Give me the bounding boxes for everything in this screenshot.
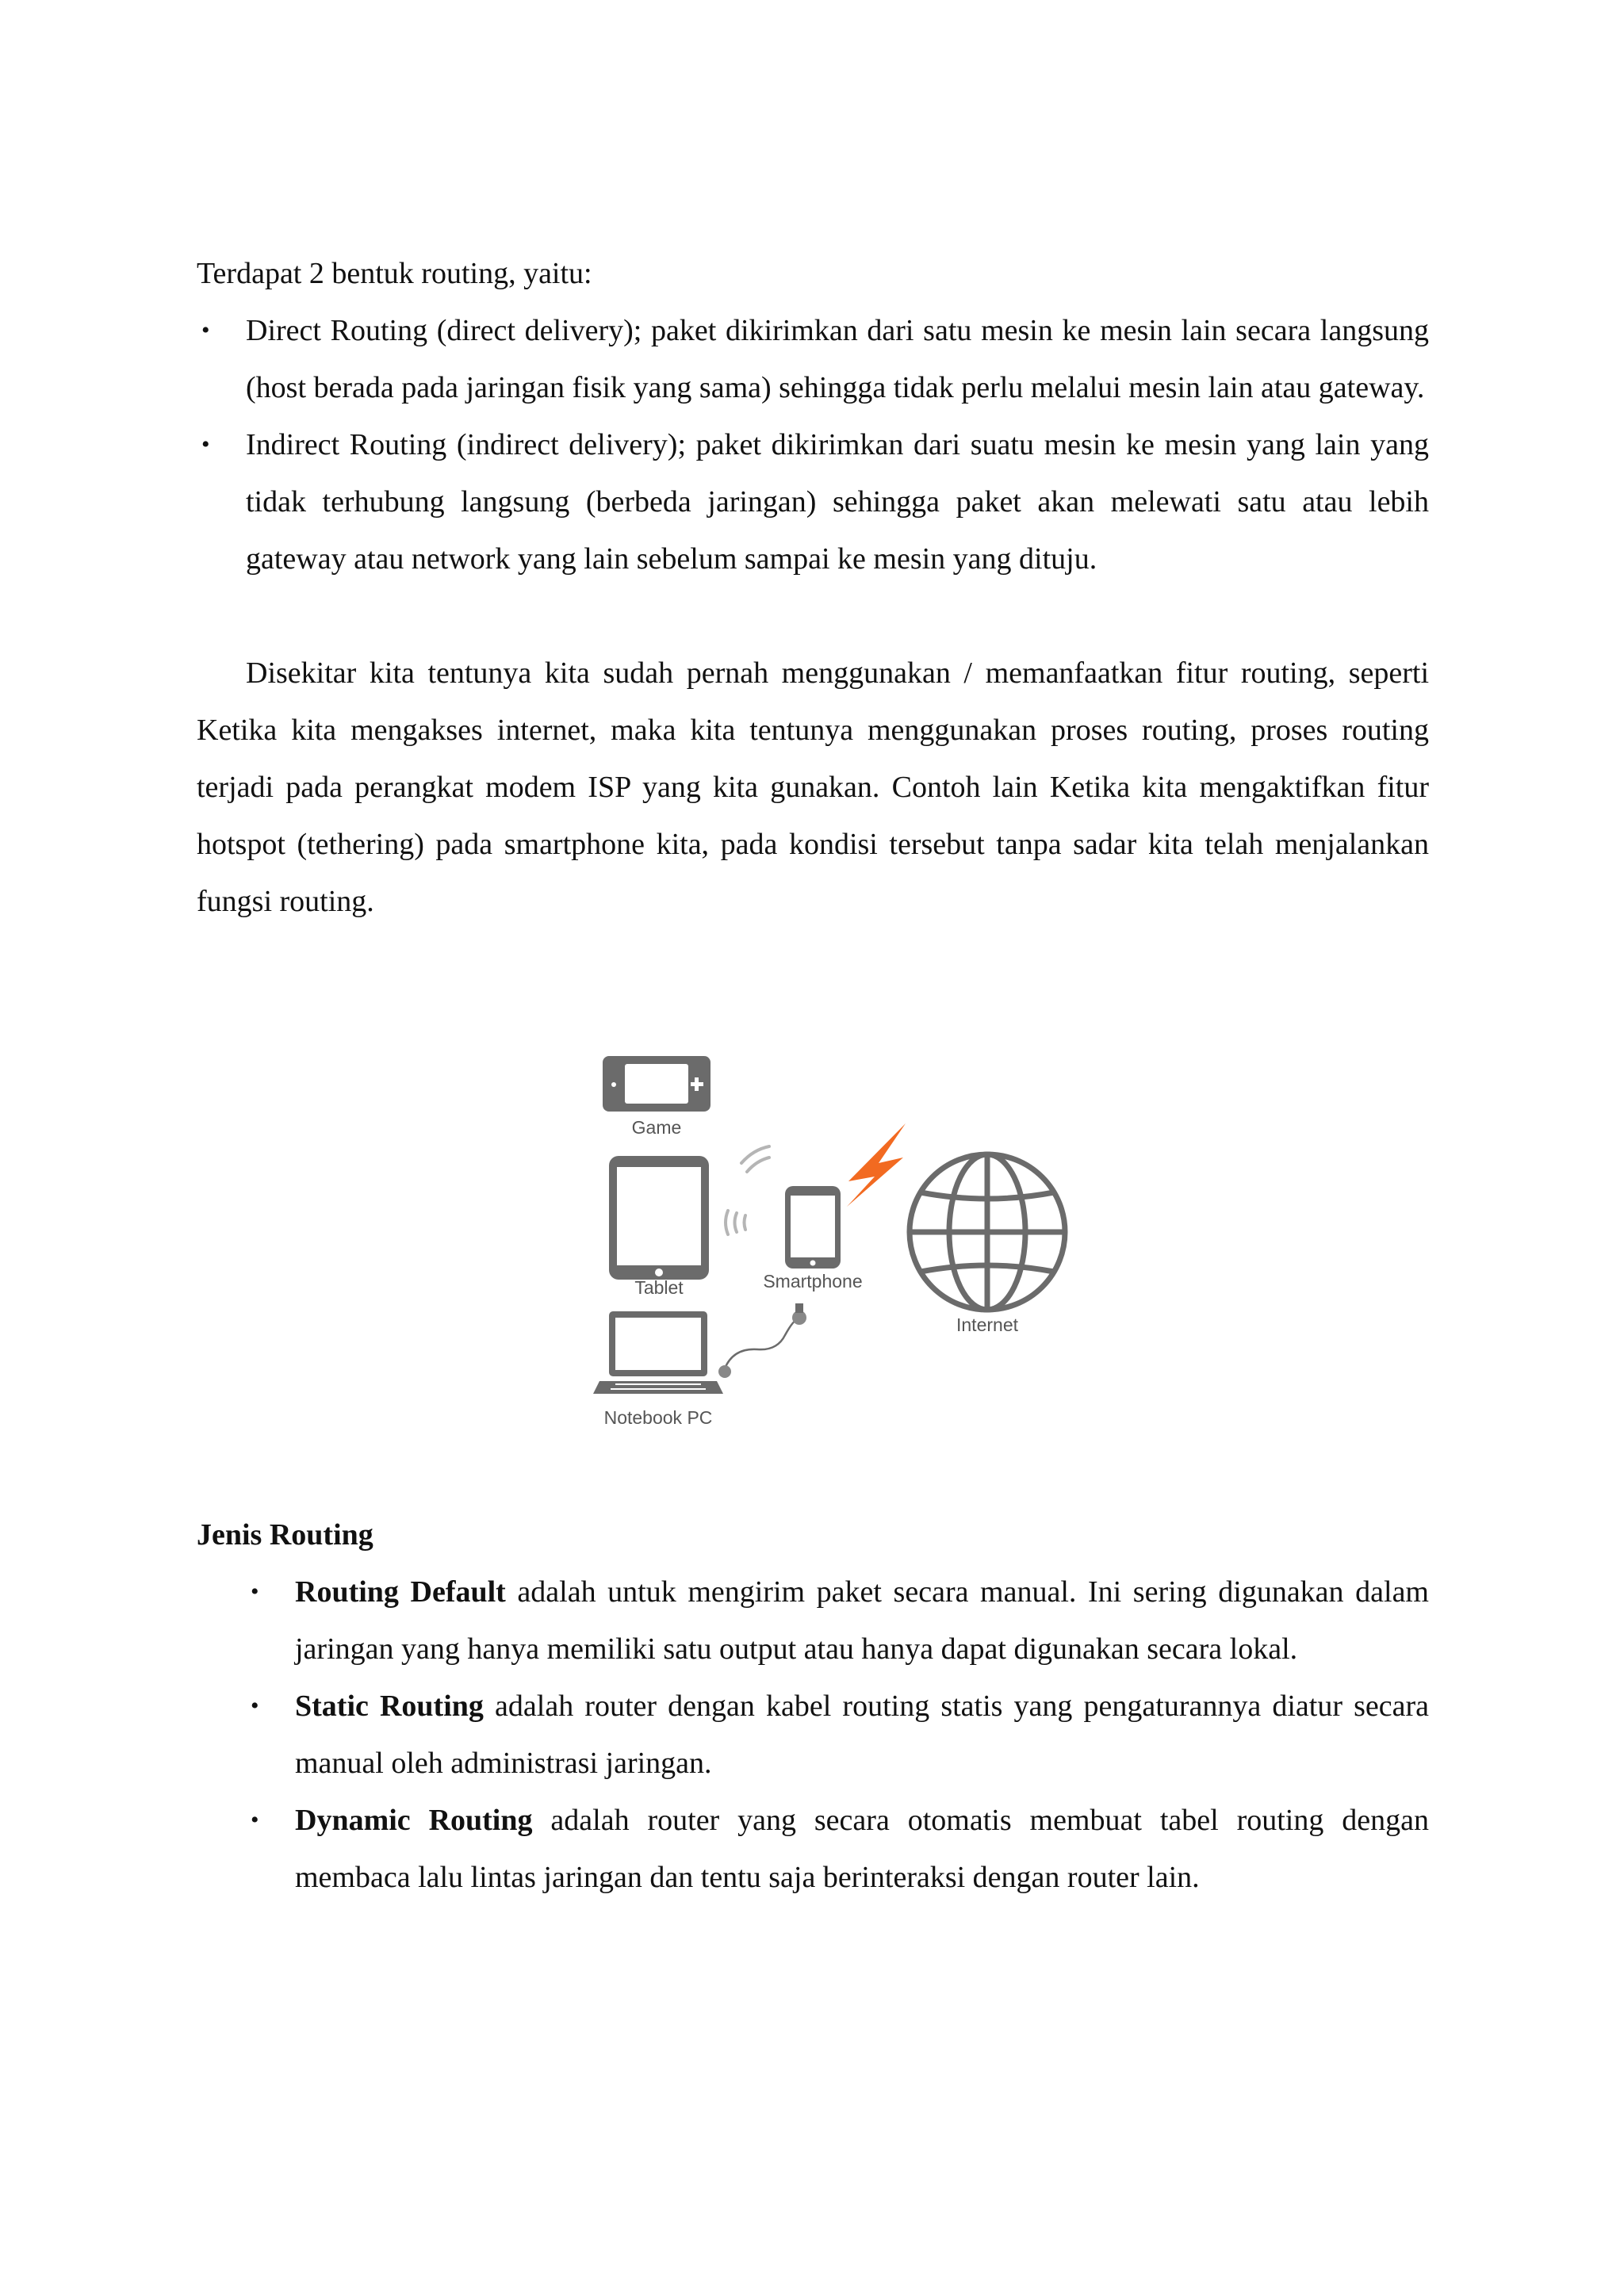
tethering-figure <box>587 1040 1078 1452</box>
usb-cable-icon <box>718 1303 806 1378</box>
bullet-icon: • <box>201 317 210 343</box>
term: Dynamic Routing <box>295 1804 533 1837</box>
list-item <box>197 302 1429 416</box>
spacer <box>197 587 1429 645</box>
notebook-icon <box>593 1311 723 1394</box>
definition: adalah router yang secara otomatis membuat tabel routing dengan membaca lalu lintas jaringan dan tentu saja berinteraksi dengan router lain. <box>295 1804 1430 1894</box>
list-item-text: Direct Routing (direct delivery); paket dikirimkan dari satu mesin ke mesin lain secara langsung (host berada pada jaringan fisik yang sama) sehingga tidak perlu melalui mesin lain atau gateway. <box>246 314 1429 404</box>
intro-text: Terdapat 2 bentuk routing, yaitu: <box>197 257 592 290</box>
bullet-icon: • <box>201 431 210 457</box>
term: Static Routing <box>295 1689 484 1723</box>
bullet-icon: • <box>251 1693 259 1719</box>
list-item <box>197 1792 1429 1906</box>
smartphone-label: Smartphone <box>763 1271 863 1292</box>
bullet-icon: • <box>251 1578 259 1605</box>
list-item <box>197 1678 1429 1792</box>
body-paragraph: Disekitar kita tentunya kita sudah pernah menggunakan / memanfaatkan fitur routing, seperti Ketika kita mengakses internet, maka kita tentunya menggunakan proses routing, proses routing terjadi pada perangkat modem ISP yang kita gunakan. Contoh lain Ketika kita mengaktifkan fitur hotspot (tethering) pada smartphone kita, pada kondisi tersebut tanpa sadar kita telah menjalankan fungsi routing. <box>197 656 1429 918</box>
game-label: Game <box>631 1117 682 1138</box>
term: Routing Default <box>295 1575 506 1609</box>
tablet-label: Tablet <box>634 1277 684 1298</box>
section-heading: Jenis Routing <box>197 1518 373 1552</box>
list-item-text: Indirect Routing (indirect delivery); paket dikirimkan dari suatu mesin ke mesin yang lain yang tidak terhubung langsung (berbeda jaringan) sehingga paket akan melewati satu atau lebih gateway atau network yang lain sebelum sampai ke mesin yang dituju. <box>246 428 1429 576</box>
wifi-waves-icon <box>726 1146 769 1234</box>
jenis-routing-section <box>197 1506 1429 1906</box>
game-console-icon <box>603 1056 710 1112</box>
list-item <box>197 416 1429 587</box>
notebook-label: Notebook PC <box>603 1407 713 1428</box>
list-item <box>197 1563 1429 1678</box>
lightning-bolt-icon <box>847 1123 906 1207</box>
bullet-icon: • <box>251 1807 259 1833</box>
globe-icon <box>910 1154 1065 1310</box>
routing-forms-section <box>197 245 1429 930</box>
smartphone-icon <box>785 1186 841 1269</box>
definition: adalah untuk mengirim paket secara manual. Ini sering digunakan dalam jaringan yang hanya memiliki satu output atau hanya dapat digunakan secara lokal. <box>295 1575 1429 1666</box>
tablet-icon <box>609 1156 709 1280</box>
routing-forms-list <box>197 302 1429 587</box>
internet-label: Internet <box>956 1314 1018 1335</box>
definition: adalah router dengan kabel routing statis yang pengaturannya diatur secara manual oleh administrasi jaringan. <box>295 1689 1429 1780</box>
tethering-diagram <box>587 1040 1078 1452</box>
jenis-routing-list <box>197 1563 1429 1906</box>
